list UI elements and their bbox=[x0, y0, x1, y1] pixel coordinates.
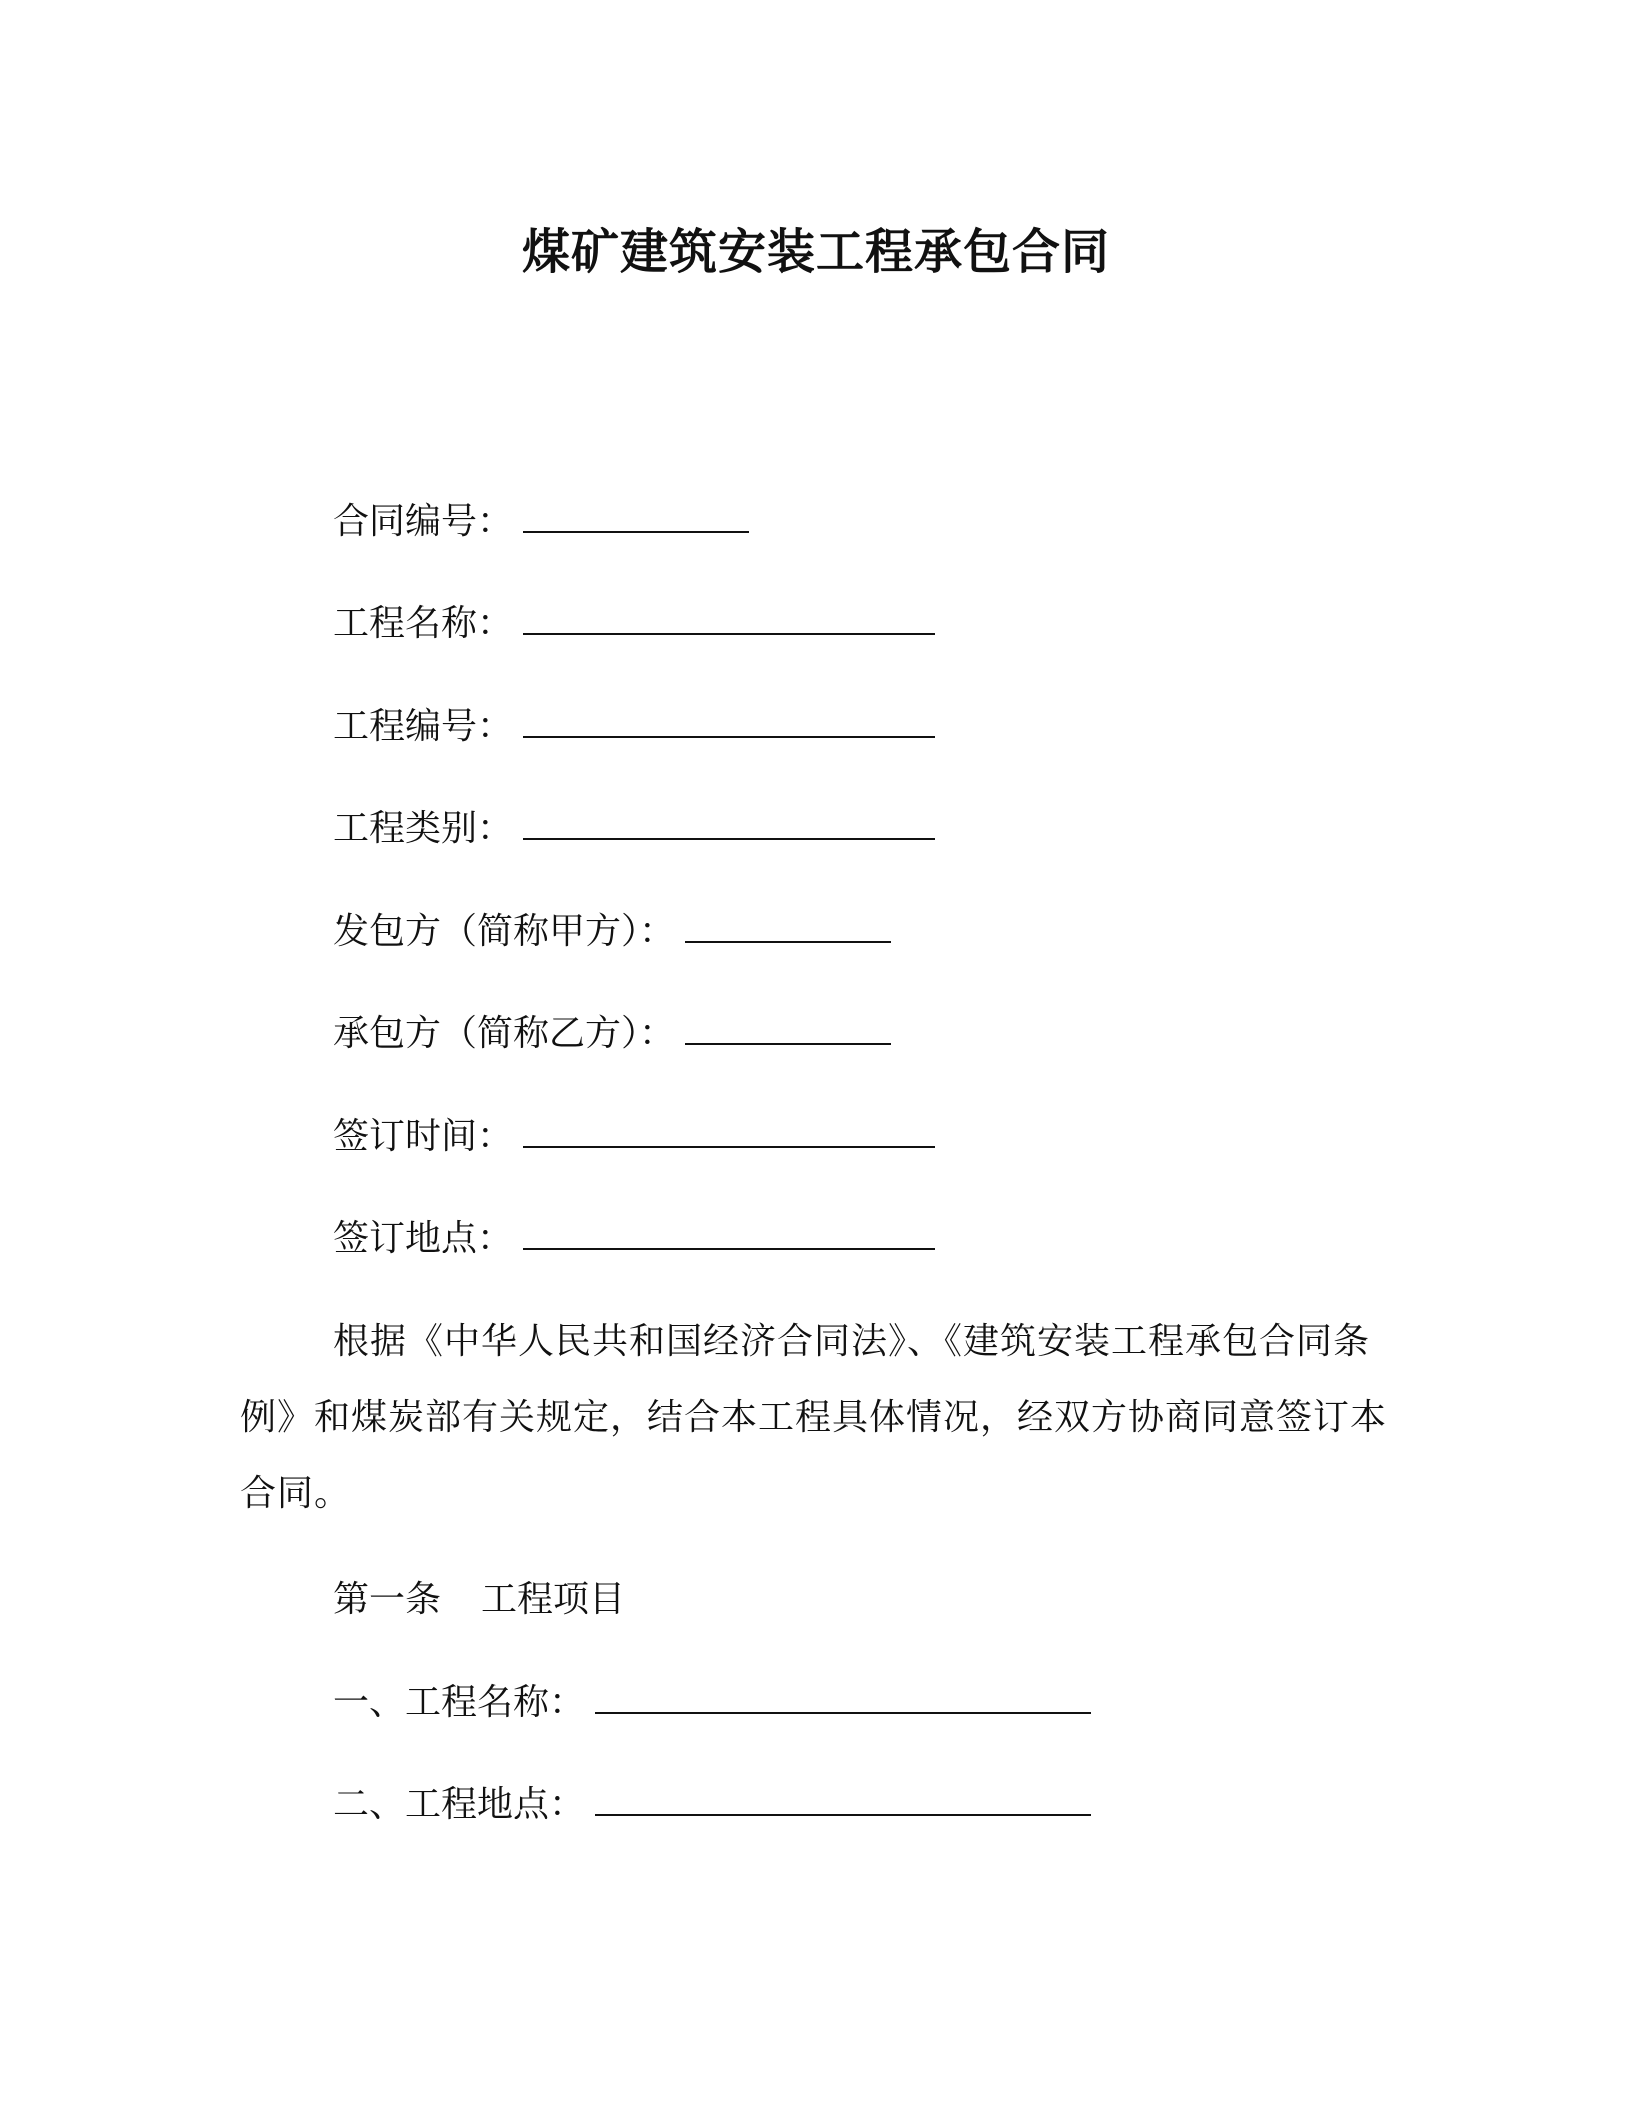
field-label: 工程名称： bbox=[333, 603, 514, 644]
field-label: 承包方（简称乙方）： bbox=[333, 1013, 676, 1054]
field-label: 签订时间： bbox=[333, 1116, 514, 1157]
field-blank bbox=[523, 501, 749, 533]
field-project-category bbox=[333, 805, 935, 853]
field-contract-number bbox=[333, 498, 749, 546]
field-party-b bbox=[333, 1010, 891, 1058]
field-label: 工程类别： bbox=[333, 808, 514, 849]
field-label: 发包方（简称甲方）： bbox=[333, 911, 676, 952]
article-number: 第一条 bbox=[333, 1579, 442, 1620]
article-title: 工程项目 bbox=[481, 1579, 626, 1620]
item-blank bbox=[595, 1784, 1091, 1816]
field-blank bbox=[523, 808, 935, 840]
item-label: 二、工程地点： bbox=[333, 1784, 586, 1825]
field-label: 签订地点： bbox=[333, 1218, 514, 1259]
article-heading bbox=[333, 1576, 625, 1624]
field-signing-date bbox=[333, 1113, 935, 1161]
intro-paragraph: 根据《中华人民共和国经济合同法》、《建筑安装工程承包合同条例》和煤炭部有关规定，结合本工程具体情况，经双方协商同意签订本合同。 bbox=[240, 1321, 1388, 1514]
field-signing-place bbox=[333, 1215, 935, 1263]
field-blank bbox=[523, 603, 935, 635]
field-project-name bbox=[333, 600, 935, 648]
field-blank bbox=[685, 911, 891, 943]
item-label: 一、工程名称： bbox=[333, 1682, 586, 1723]
field-blank bbox=[523, 1116, 935, 1148]
item-blank bbox=[595, 1682, 1091, 1714]
field-party-a bbox=[333, 908, 891, 956]
field-blank bbox=[523, 706, 935, 738]
item-project-location bbox=[333, 1781, 1091, 1829]
field-project-number bbox=[333, 703, 935, 751]
item-project-name bbox=[333, 1679, 1091, 1727]
field-blank bbox=[685, 1013, 891, 1045]
field-blank bbox=[523, 1218, 935, 1250]
document-title: 煤矿建筑安装工程承包合同 bbox=[521, 224, 1110, 280]
field-label: 合同编号： bbox=[333, 501, 514, 542]
field-label: 工程编号： bbox=[333, 706, 514, 747]
